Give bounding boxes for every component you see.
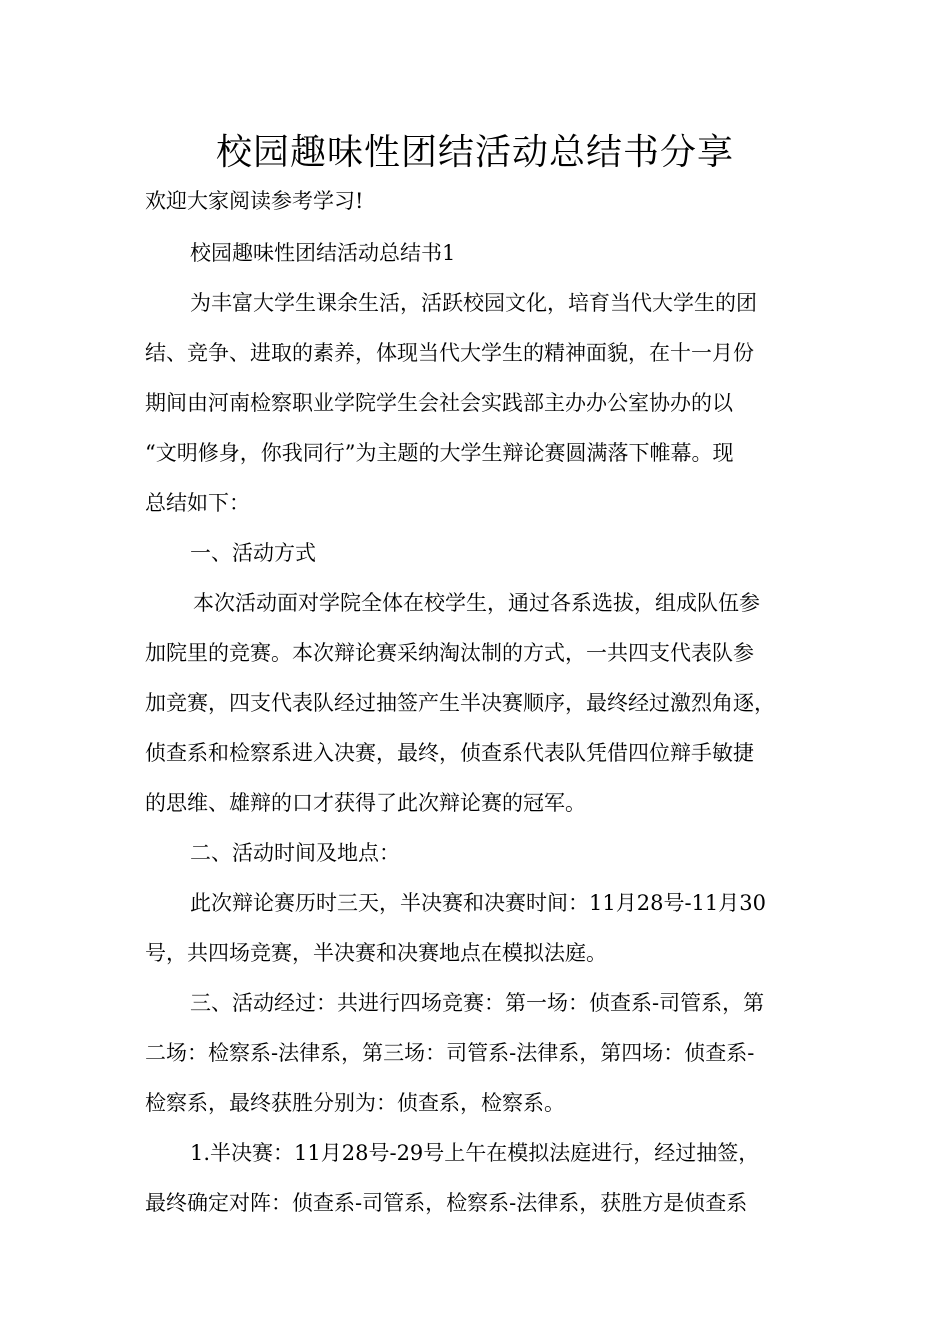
paragraph-line: 加竞赛，四支代表队经过抽签产生半决赛顺序，最终经过激烈角逐， xyxy=(145,691,775,715)
paragraph-line: 号，共四场竞赛，半决赛和决赛地点在模拟法庭。 xyxy=(145,941,607,965)
paragraph-line: 为丰富大学生课余生活，活跃校园文化，培育当代大学生的团 xyxy=(190,291,757,315)
paragraph-line: 的思维、雄辩的口才获得了此次辩论赛的冠军。 xyxy=(145,791,586,815)
document-subtitle: 校园趣味性团结活动总结书1 xyxy=(190,241,456,265)
paragraph-line: 此次辩论赛历时三天，半决赛和决赛时间：11月28号-11月30 xyxy=(190,891,766,915)
paragraph-line: 二场：检察系-法律系，第三场：司管系-法律系，第四场：侦查系- xyxy=(145,1041,755,1065)
paragraph-line: 三、活动经过：共进行四场竞赛：第一场：侦查系-司管系，第 xyxy=(190,991,765,1015)
paragraph-line: 最终确定对阵：侦查系-司管系，检察系-法律系，获胜方是侦查系 xyxy=(145,1191,748,1215)
paragraph-line: 结、竞争、进取的素养，体现当代大学生的精神面貌，在十一月份 xyxy=(145,341,754,365)
greeting-line: 欢迎大家阅读参考学习! xyxy=(145,189,364,213)
document-title: 校园趣味性团结活动总结书分享 xyxy=(215,132,734,173)
paragraph-line: 侦查系和检察系进入决赛，最终，侦查系代表队凭借四位辩手敏捷 xyxy=(145,741,754,765)
paragraph-line: “文明修身，你我同行”为主题的大学生辩论赛圆满落下帷幕。现 xyxy=(145,441,734,465)
section-heading: 二、活动时间及地点： xyxy=(190,841,400,865)
paragraph-line: 期间由河南检察职业学院学生会社会实践部主办办公室协办的以 xyxy=(145,391,733,415)
section-heading: 一、活动方式 xyxy=(190,541,316,565)
paragraph-line: 本次活动面对学院全体在校学生，通过各系选拔，组成队伍参 xyxy=(193,591,760,615)
paragraph-line: 总结如下： xyxy=(145,491,250,515)
paragraph-line: 1.半决赛：11月28号-29号上午在模拟法庭进行，经过抽签， xyxy=(190,1141,760,1165)
paragraph-line: 检察系，最终获胜分别为：侦查系，检察系。 xyxy=(145,1091,565,1115)
paragraph-line: 加院里的竞赛。本次辩论赛采纳淘汰制的方式，一共四支代表队参 xyxy=(145,641,754,665)
